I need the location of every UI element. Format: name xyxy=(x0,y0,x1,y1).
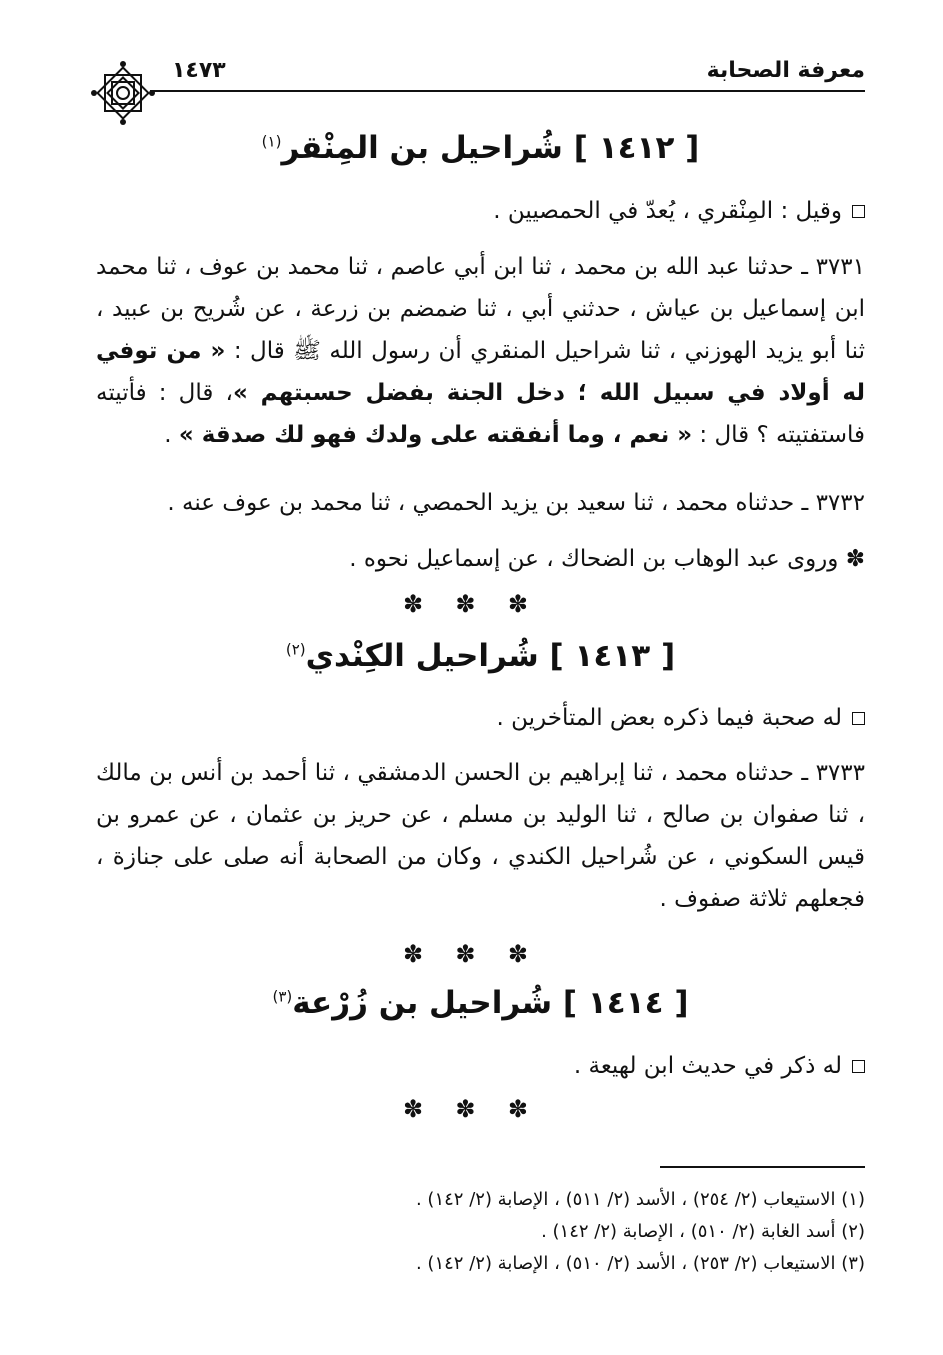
footnote-text: الاستيعاب (٢/ ٢٥٤) ، الأسد (٢/ ٥١١) ، الإصابة (٢/ ١٤٢) . xyxy=(415,1189,836,1210)
intro-text: له صحبة فيما ذكره بعض المتأخرين . xyxy=(496,705,842,731)
entry-name: شُراحيل بن المِنْقر xyxy=(281,130,563,166)
running-title: معرفة الصحابة xyxy=(706,58,865,83)
entry-number: [ ١٤١٤ ] xyxy=(562,985,689,1021)
entry-number: [ ١٤١٣ ] xyxy=(549,638,676,674)
entry-heading-1413 xyxy=(96,638,865,674)
hadith-quote: « نعم ، وما أنفقته على ولدك فهو لك صدقة » xyxy=(178,422,693,448)
square-bullet-icon xyxy=(852,1060,865,1073)
hadith-3731 xyxy=(96,246,865,456)
hadith-quote: « من توفي له أولاد في سبيل الله ؛ دخل الجنة بفضل حسبتهم » xyxy=(96,338,866,406)
footnote-ref: (٢) xyxy=(285,640,306,659)
hadith-text: ، قال : فأتيته فاستفتيته ؟ قال : xyxy=(96,380,865,448)
footnote-ref: (٣) xyxy=(272,987,293,1006)
footnote-item xyxy=(96,1216,865,1248)
header-rule xyxy=(150,90,865,92)
ornament-star-icon xyxy=(88,58,158,128)
square-bullet-icon xyxy=(852,712,865,725)
entry-heading-1414 xyxy=(96,985,865,1021)
entry-intro xyxy=(96,697,865,739)
intro-text: وقيل : المِنْقري ، يُعدّ في الحمصيين . xyxy=(493,198,842,224)
hadith-text: . xyxy=(164,422,179,448)
intro-text: له ذكر في حديث ابن لهيعة . xyxy=(573,1053,842,1079)
footnote-rule xyxy=(660,1166,865,1168)
entry-intro xyxy=(96,1045,865,1087)
entry-heading-1412 xyxy=(96,130,865,166)
entry-name: شُراحيل بن زُرْعة xyxy=(292,985,553,1021)
footnote-item xyxy=(96,1248,865,1280)
entry-number: [ ١٤١٢ ] xyxy=(573,130,700,166)
footnote-number: (٣) xyxy=(841,1253,865,1274)
separator-stars: ✽ ✽ ✽ xyxy=(402,1095,541,1123)
square-bullet-icon xyxy=(852,205,865,218)
footnotes xyxy=(96,1184,865,1280)
page-number: ١٤٧٣ xyxy=(172,58,226,83)
note-text: وروى عبد الوهاب بن الضحاك ، عن إسماعيل نحوه . xyxy=(349,546,839,572)
narration-note xyxy=(96,538,865,580)
entry-name: شُراحيل الكِنْدي xyxy=(305,638,539,674)
asterisk-icon: ✽ xyxy=(845,546,865,572)
separator-stars: ✽ ✽ ✽ xyxy=(402,590,541,618)
hadith-3732: ٣٧٣٢ ـ حدثناه محمد ، ثنا سعيد بن يزيد الحمصي ، ثنا محمد بن عوف عنه . xyxy=(167,490,865,516)
separator-stars: ✽ ✽ ✽ xyxy=(402,940,541,968)
footnote-ref: (١) xyxy=(261,132,282,151)
footnote-number: (٢) xyxy=(841,1221,865,1242)
footnote-text: الاستيعاب (٢/ ٢٥٣) ، الأسد (٢/ ٥١٠) ، الإصابة (٢/ ١٤٢) . xyxy=(415,1253,836,1274)
hadith-3733: ٣٧٣٣ ـ حدثناه محمد ، ثنا إبراهيم بن الحسن الدمشقي ، ثنا أحمد بن أنس بن مالك ، ثنا صفوان بن صالح ، ثنا الوليد بن مسلم ، عن حريز بن عثمان ، عن عمرو بن قيس السكوني ، عن شُراحيل الكندي ، وكان من الصحابة أنه صلى على جنازة ، فجعلهم ثلاثة صفوف . xyxy=(96,760,865,912)
entry-intro xyxy=(96,190,865,232)
hadith-text: ٣٧٣١ ـ حدثنا عبد الله بن محمد ، ثنا ابن أبي عاصم ، ثنا محمد بن عوف ، ثنا محمد ابن إسماعيل بن عياش ، حدثني أبي ، ثنا ضمضم بن زرعة ، عن شُريح بن عبيد ، ثنا أبو يزيد الهوزني ، ثنا شراحيل المنقري أن رسول الله ﷺ قال : xyxy=(96,254,865,364)
footnote-number: (١) xyxy=(841,1189,865,1210)
footnote-text: أسد الغابة (٢/ ٥١٠) ، الإصابة (٢/ ١٤٢) . xyxy=(541,1221,836,1242)
footnote-item xyxy=(96,1184,865,1216)
